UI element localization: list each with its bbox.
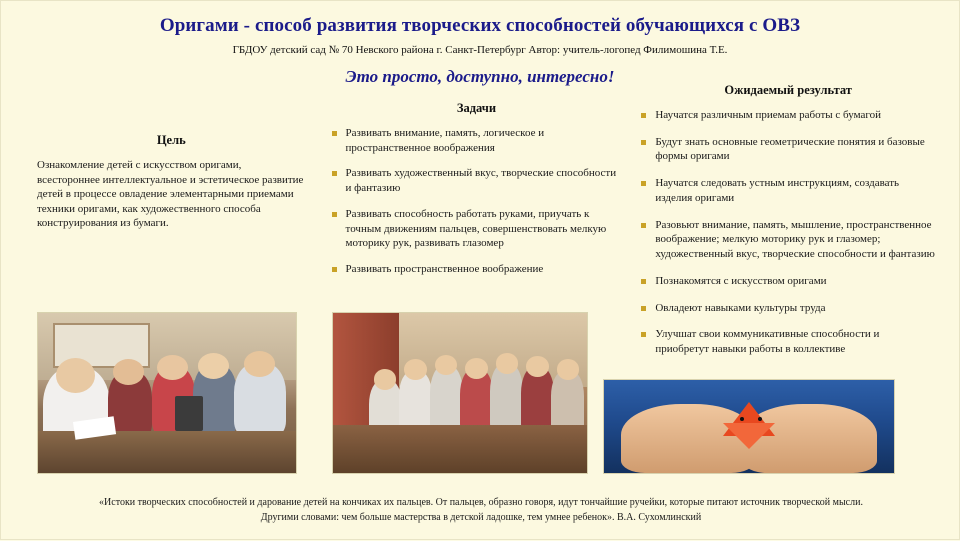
goal-text: Ознакомление детей с искусством оригами, всестороннее интеллектуальное и эстетическое развитие детей в процессе овладение элементарными приемами техники оригами, как художественного способа конструирования из бумаги.	[37, 159, 304, 230]
list-item: Научатся следовать устным инструкциям, создавать изделия оригами	[641, 176, 935, 205]
column-result	[635, 83, 945, 369]
list-item: Будут знать основные геометрические понятия и базовые формы оригами	[641, 135, 935, 164]
list-item: Разовьют внимание, память, мышление, пространственное воображение; мелкую моторику рук и глазомер; художественный вкус, творческие способности и фантазию	[641, 218, 935, 262]
list-item: Познакомятся с искусством оригами	[641, 274, 935, 289]
list-item: Овладеют навыками культуры труда	[641, 301, 935, 316]
footer-line-2: Другими словами: чем больше мастерства в детской ладошке, тем умнее ребенок». В.А. Сухомлинский	[260, 511, 702, 523]
goal-heading: Цель	[156, 133, 186, 147]
result-list	[641, 108, 935, 357]
list-item: Развивать внимание, память, логическое и пространственное воображения	[332, 126, 622, 155]
page-title: Оригами - способ развития творческих способностей обучающихся с ОВЗ	[159, 15, 801, 36]
list-item: Научатся различным приемам работы с бумагой	[641, 108, 935, 123]
photo-children-at-table	[37, 312, 297, 474]
list-item: Улучшат свои коммуникативные способности и приобретут навыки работы в коллективе	[641, 327, 935, 356]
list-item: Развивать художественный вкус, творческие способности и фантазию	[332, 166, 622, 195]
photo-children-group	[332, 312, 588, 474]
list-item: Развивать пространственное воображение	[332, 262, 622, 277]
page-tagline: Это просто, доступно, интересно!	[345, 67, 615, 86]
tasks-list	[332, 126, 622, 277]
page-subtitle: ГБДОУ детский сад № 70 Невского района г. Санкт-Петербург Автор: учитель-логопед Филимошина Т.Е.	[232, 44, 728, 56]
photo-origami-fox-in-hands	[603, 379, 895, 474]
footer-line-1: «Истоки творческих способностей и дарование детей на кончиках их пальцев. От пальцев, образно говоря, идут тончайшие ручейки, которые питают источник творческой мысли.	[99, 497, 863, 508]
footer-quote	[1, 496, 960, 525]
tasks-heading: Задачи	[456, 101, 497, 115]
result-heading: Ожидаемый результат	[724, 83, 852, 97]
list-item: Развивать способность работать руками, приучать к точным движениям пальцев, совершенствовать мелкую моторику рук, развивать глазомер	[332, 207, 622, 251]
